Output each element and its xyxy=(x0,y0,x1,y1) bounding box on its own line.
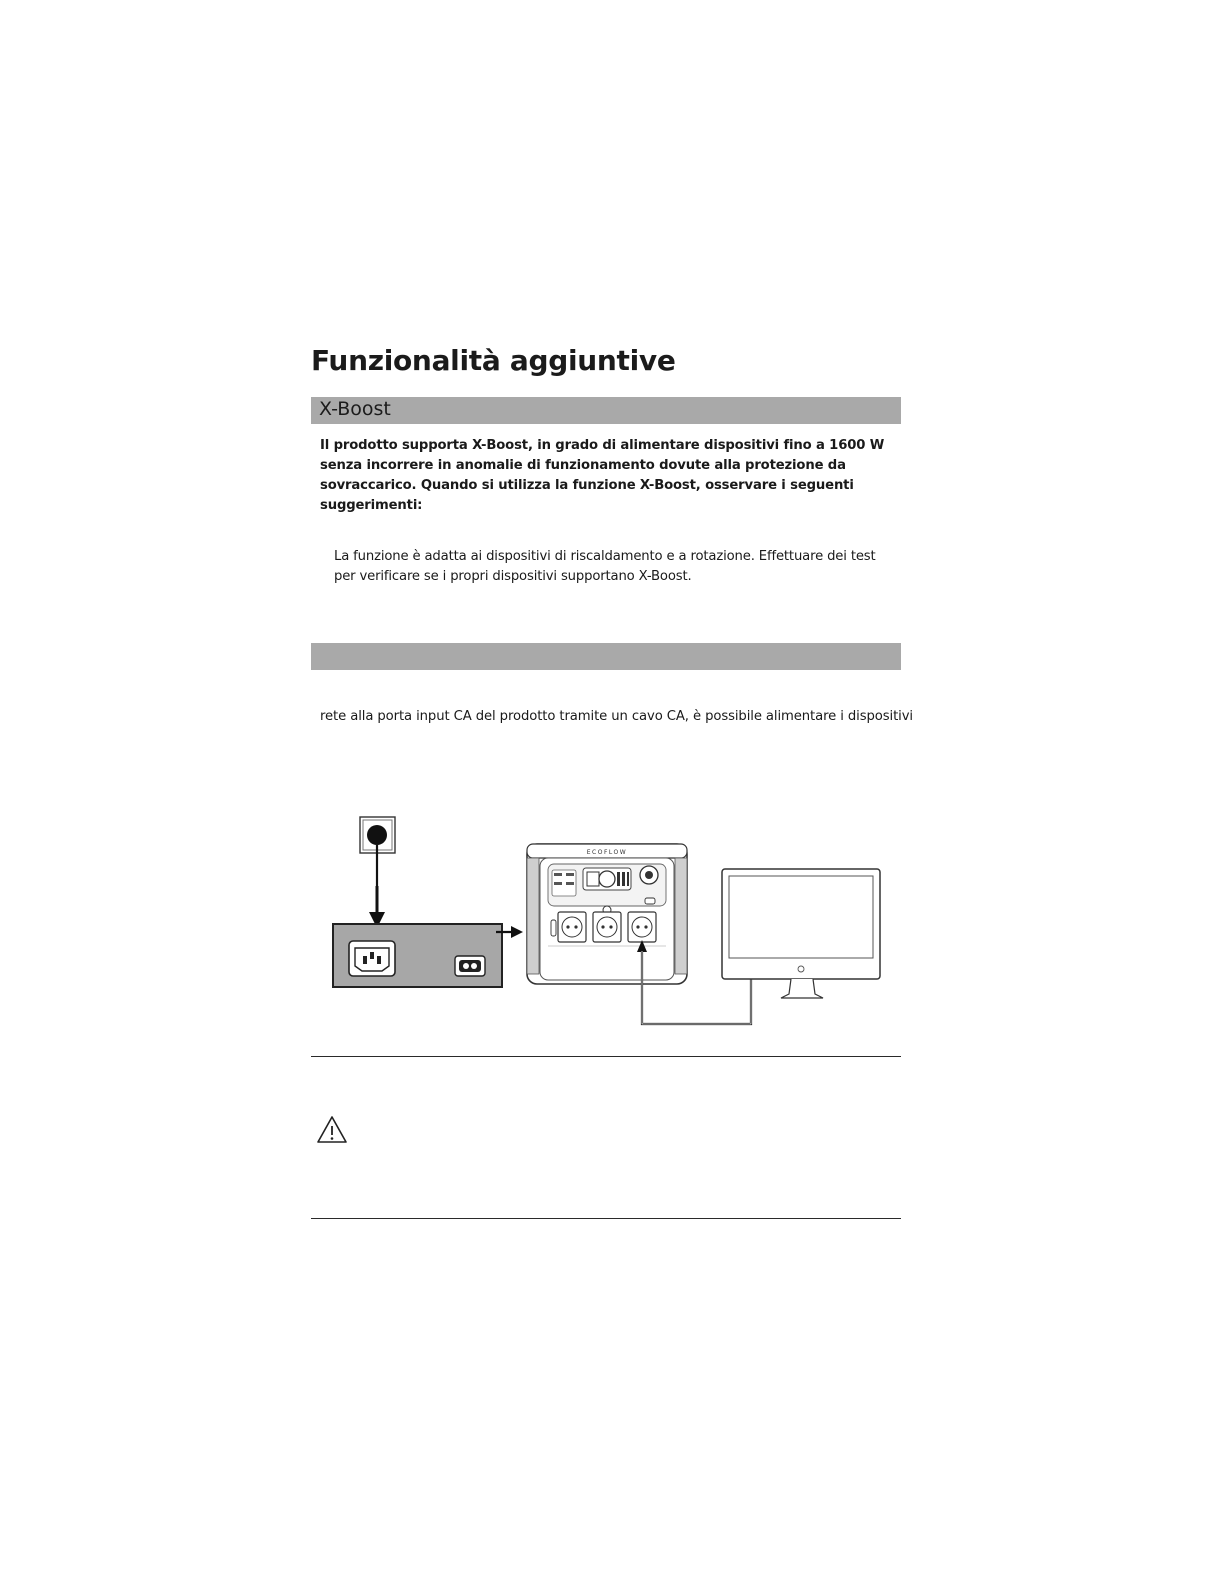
divider-top xyxy=(311,1056,901,1057)
ac-inlet-panel xyxy=(333,924,502,987)
ac-outlet xyxy=(558,912,586,942)
section-header-xboost xyxy=(311,397,901,424)
intro-paragraph: Il prodotto supporta X-Boost, in grado di alimentare dispositivi fino a 1600 W senza incorrere in anomalie di funzionamento dovute alla protezione da sovraccarico. Quando si utilizza la funzione X-Boost, osservare i seguenti suggerimenti: xyxy=(320,438,885,513)
tip-paragraph: La funzione è adatta ai dispositivi di riscaldamento e a rotazione. Effettuare dei test per verificare se i propri dispositivi supportano X-Boost. xyxy=(334,549,876,584)
section-title: X-Boost xyxy=(319,398,391,420)
section-header-2 xyxy=(311,643,901,670)
arrow-right-icon xyxy=(511,926,523,938)
page-title: Funzionalità aggiuntive xyxy=(311,344,676,377)
warning-icon xyxy=(315,1114,349,1146)
monitor-icon xyxy=(722,869,880,998)
ac-outlet xyxy=(628,912,656,942)
ac-inlet-icon xyxy=(349,941,395,976)
connection-diagram xyxy=(311,806,891,1032)
dc-inlet-icon xyxy=(455,956,485,976)
body-text-line: rete alla porta input CA del prodotto tramite un cavo CA, è possibile alimentare i dispositivi xyxy=(320,709,913,724)
ac-outlet xyxy=(593,912,621,942)
divider-bottom xyxy=(311,1218,901,1219)
brand-label: ECOFLOW xyxy=(586,849,628,856)
power-station-icon xyxy=(527,844,687,984)
